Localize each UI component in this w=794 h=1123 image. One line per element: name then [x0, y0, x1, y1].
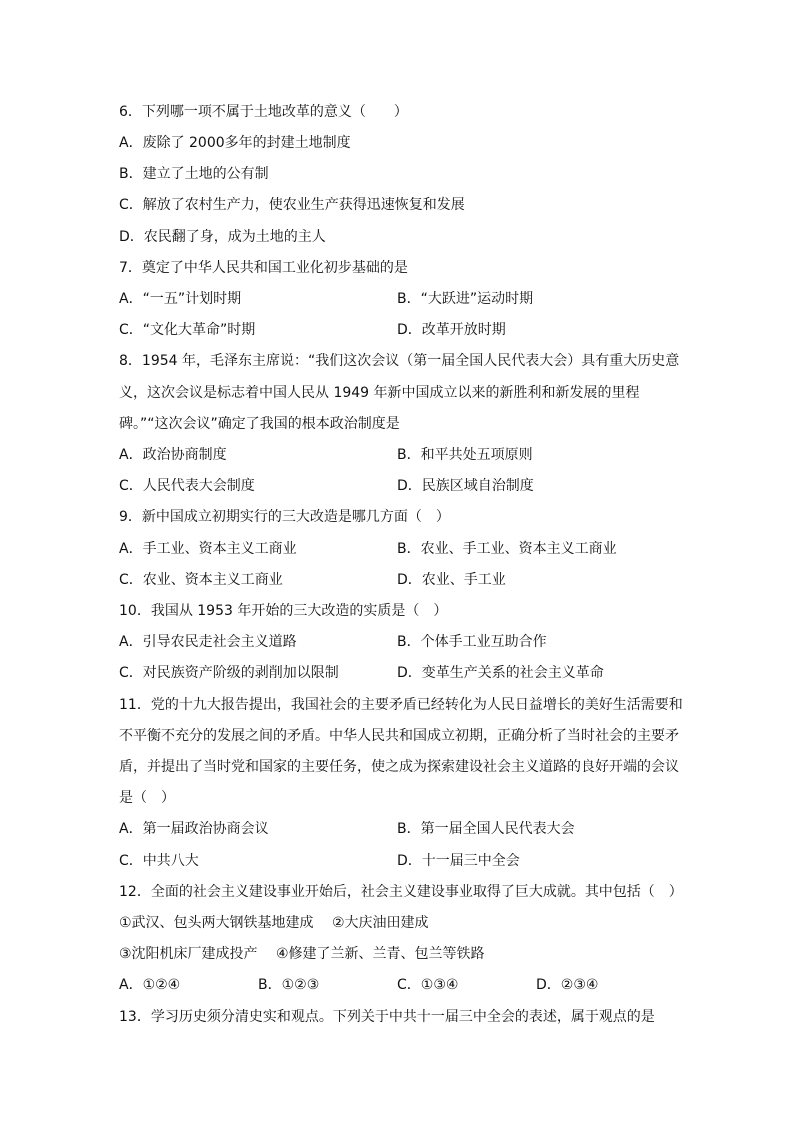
- question-10-option-d: D．变革生产关系的社会主义革命: [397, 665, 604, 681]
- question-10-option-b: B．个体手工业互助合作: [397, 634, 547, 650]
- question-12-option-d: D．②③④: [536, 977, 599, 993]
- question-6-option-c: C．解放了农村生产力，使农业生产获得迅速恢复和发展: [119, 197, 465, 213]
- question-7-option-a: A．“一五”计划时期: [119, 291, 242, 307]
- question-8-stem-line-2: 义，这次会议是标志着中国人民从 1949 年新中国成立以来的新胜利和新发展的里程: [119, 385, 640, 401]
- question-12-option-b: B．①②③: [258, 977, 320, 993]
- question-12-option-a: A．①②④: [119, 977, 181, 993]
- question-8-option-a: A．政治协商制度: [119, 447, 227, 463]
- question-12-items-line-2: ③沈阳机床厂建成投产 ④修建了兰新、兰青、包兰等铁路: [119, 946, 485, 962]
- question-7-option-d: D．改革开放时期: [397, 322, 506, 338]
- question-12-option-c: C．①③④: [397, 977, 459, 993]
- question-7-option-c: C．“文化大革命”时期: [119, 322, 256, 338]
- question-6-stem: 6．下列哪一项不属于土地改革的意义（ ）: [119, 104, 408, 120]
- question-11-option-c: C．中共八大: [119, 853, 199, 869]
- question-11-stem-line-4: 是（ ）: [119, 790, 175, 806]
- question-11-stem-line-3: 盾，并提出了当时党和国家的主要任务，使之成为探索建设社会主义道路的良好开端的会议: [119, 759, 679, 775]
- question-10-stem: 10．我国从 1953 年开始的三大改造的实质是（ ）: [119, 603, 448, 619]
- question-11-option-d: D．十一届三中全会: [397, 853, 520, 869]
- question-13-stem: 13．学习历史须分清史实和观点。下列关于中共十一届三中全会的表述，属于观点的是: [119, 1009, 655, 1025]
- question-12-items-line-1: ①武汉、包头两大钢铁基地建成 ②大庆油田建成: [119, 915, 429, 931]
- question-11-option-a: A．第一届政治协商会议: [119, 821, 269, 837]
- question-10-option-c: C．对民族资产阶级的剥削加以限制: [119, 665, 339, 681]
- question-8-option-c: C．人民代表大会制度: [119, 478, 255, 494]
- question-7-option-b: B．“大跃进”运动时期: [397, 291, 534, 307]
- question-6-option-d: D．农民翻了身，成为土地的主人: [119, 229, 326, 245]
- question-9-option-a: A．手工业、资本主义工商业: [119, 541, 297, 557]
- question-8-option-b: B．和平共处五项原则: [397, 447, 533, 463]
- question-9-stem: 9．新中国成立初期实行的三大改造是哪几方面（ ）: [119, 509, 450, 525]
- question-9-option-d: D．农业、手工业: [397, 572, 506, 588]
- question-9-option-b: B．农业、手工业、资本主义工商业: [397, 541, 617, 557]
- question-12-stem: 12．全面的社会主义建设事业开始后，社会主义建设事业取得了巨大成就。其中包括（ ）: [119, 884, 683, 900]
- question-8-stem-line-3: 碑。”“这次会议”确定了我国的根本政治制度是: [119, 416, 400, 432]
- question-11-stem-line-2: 不平衡不充分的发展之间的矛盾。中华人民共和国成立初期，正确分析了当时社会的主要矛: [119, 728, 679, 744]
- question-10-option-a: A．引导农民走社会主义道路: [119, 634, 297, 650]
- question-7-stem: 7．奠定了中华人民共和国工业化初步基础的是: [119, 260, 408, 276]
- question-9-option-c: C．农业、资本主义工商业: [119, 572, 283, 588]
- question-6-option-b: B．建立了土地的公有制: [119, 166, 269, 182]
- question-8-stem-line-1: 8．1954 年，毛泽东主席说：“我们这次会议（第一届全国人民代表大会）具有重大历史意: [119, 353, 680, 369]
- question-11-stem-line-1: 11．党的十九大报告提出，我国社会的主要矛盾已经转化为人民日益增长的美好生活需要和: [119, 697, 683, 713]
- question-6-option-a: A．废除了 2000多年的封建土地制度: [119, 135, 351, 151]
- question-8-option-d: D．民族区域自治制度: [397, 478, 534, 494]
- question-11-option-b: B．第一届全国人民代表大会: [397, 821, 575, 837]
